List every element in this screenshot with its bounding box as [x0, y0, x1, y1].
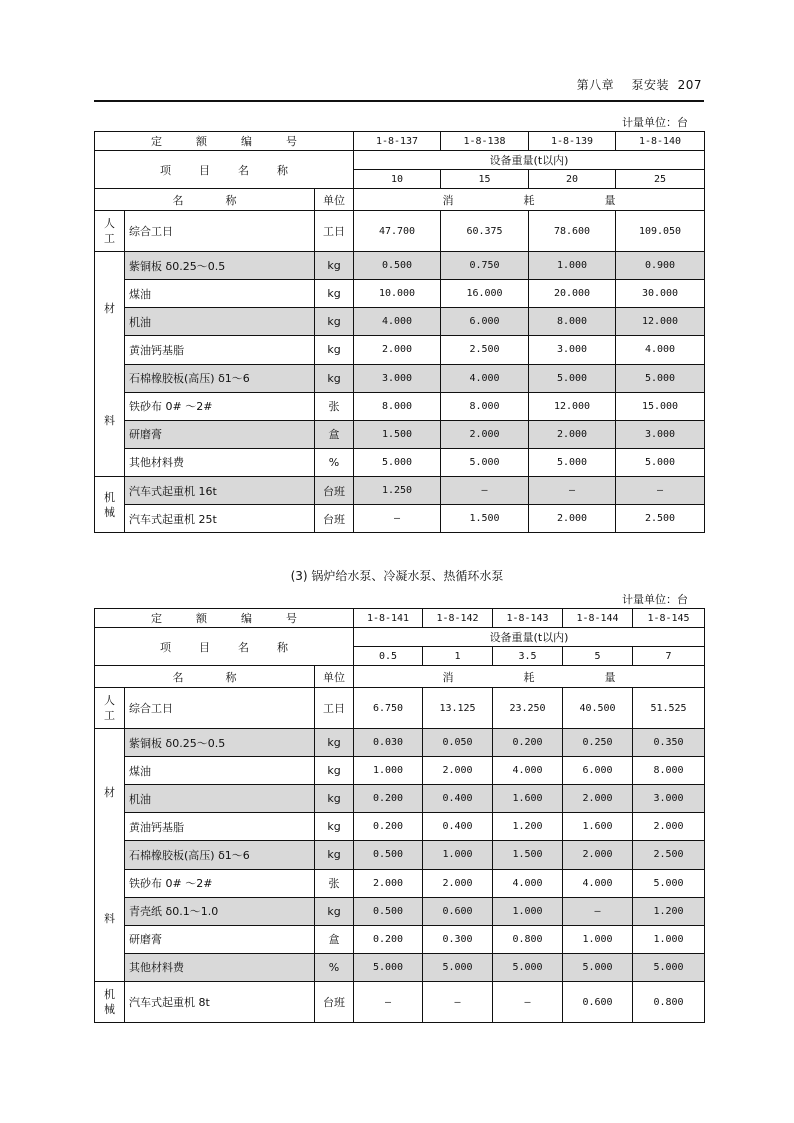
material-unit: kg — [315, 729, 354, 757]
material-value: 0.500 — [354, 841, 423, 869]
label-char: 额 — [196, 612, 207, 625]
material-value: 3.000 — [616, 420, 705, 448]
unit-column-header: 单位 — [315, 189, 354, 211]
machine-value: — — [354, 505, 441, 533]
weight-value: 5 — [563, 647, 633, 666]
material-value: 2.000 — [563, 841, 633, 869]
material-value: 1.200 — [633, 897, 705, 925]
material-value: 4.000 — [493, 757, 563, 785]
label-char: 号 — [286, 135, 297, 148]
material-name: 紫铜板 δ0.25～0.5 — [125, 729, 315, 757]
material-value: 0.400 — [423, 813, 493, 841]
label-char: 量 — [604, 670, 616, 684]
material-value: 1.200 — [493, 813, 563, 841]
material-unit: % — [315, 448, 354, 476]
material-value: 3.000 — [633, 785, 705, 813]
machine-value: — — [616, 477, 705, 505]
quota-table-1 — [94, 131, 705, 533]
table-row — [95, 448, 705, 476]
quota-code-label — [95, 609, 354, 628]
material-name: 研磨膏 — [125, 925, 315, 953]
labor-category — [95, 688, 125, 729]
material-value: 5.000 — [529, 448, 616, 476]
material-value: 4.000 — [616, 336, 705, 364]
material-unit: kg — [315, 757, 354, 785]
material-value: 3.000 — [529, 336, 616, 364]
material-name: 机油 — [125, 785, 315, 813]
material-value: 16.000 — [441, 280, 529, 308]
material-value: 5.000 — [423, 953, 493, 981]
labor-value: 47.700 — [354, 211, 441, 252]
material-unit: 张 — [315, 869, 354, 897]
material-value: 0.200 — [354, 813, 423, 841]
material-value: 0.300 — [423, 925, 493, 953]
header-text — [577, 76, 702, 93]
table-row — [95, 785, 705, 813]
material-value: 30.000 — [616, 280, 705, 308]
table-row — [95, 252, 705, 280]
labor-name: 综合工日 — [125, 211, 315, 252]
labor-value: 51.525 — [633, 688, 705, 729]
table-row — [95, 628, 705, 647]
label-char: 料 — [104, 413, 115, 427]
material-value: 6.000 — [441, 308, 529, 336]
label-char: 项 — [160, 163, 171, 177]
table-row — [95, 869, 705, 897]
table-row — [95, 925, 705, 953]
machinery-category — [95, 477, 125, 533]
unit-column-header: 单位 — [315, 666, 354, 688]
label-char: 工 — [104, 709, 115, 722]
material-name: 研磨膏 — [125, 420, 315, 448]
material-unit: kg — [315, 813, 354, 841]
material-value: 1.000 — [354, 757, 423, 785]
material-value: 2.000 — [633, 813, 705, 841]
material-value: 20.000 — [529, 280, 616, 308]
label-char: 目 — [199, 640, 210, 654]
table1-unit-note: 计量单位：台 — [622, 116, 688, 129]
machine-unit: 台班 — [315, 982, 354, 1023]
label-char: 量 — [604, 193, 616, 207]
label-char: 名 — [238, 640, 249, 654]
material-value: 0.500 — [354, 897, 423, 925]
material-name: 石棉橡胶板(高压) δ1～6 — [125, 841, 315, 869]
consumption-header — [354, 189, 705, 211]
materials-category — [95, 729, 125, 982]
material-value: 2.500 — [441, 336, 529, 364]
machine-name: 汽车式起重机 16t — [125, 477, 315, 505]
material-value: 4.000 — [493, 869, 563, 897]
weight-label: 设备重量(t以内) — [354, 628, 705, 647]
material-name: 青壳纸 δ0.1～1.0 — [125, 897, 315, 925]
table-row — [95, 392, 705, 420]
machinery-category — [95, 982, 125, 1023]
weight-value: 10 — [354, 170, 441, 189]
label-char: 工 — [104, 232, 115, 245]
material-unit: 盒 — [315, 420, 354, 448]
labor-value: 109.050 — [616, 211, 705, 252]
material-value: 3.000 — [354, 364, 441, 392]
material-value: 1.600 — [493, 785, 563, 813]
material-unit: kg — [315, 308, 354, 336]
material-name: 铁砂布 0# ～2# — [125, 392, 315, 420]
material-value: 1.500 — [493, 841, 563, 869]
material-value: 0.250 — [563, 729, 633, 757]
machine-unit: 台班 — [315, 477, 354, 505]
material-value: 2.000 — [423, 869, 493, 897]
material-value: 0.900 — [616, 252, 705, 280]
label-char: 编 — [241, 612, 252, 625]
quota-code-label — [95, 132, 354, 151]
material-value: 0.030 — [354, 729, 423, 757]
material-name: 机油 — [125, 308, 315, 336]
material-value: 4.000 — [441, 364, 529, 392]
material-value: 0.800 — [493, 925, 563, 953]
machine-value: 1.500 — [441, 505, 529, 533]
material-unit: kg — [315, 280, 354, 308]
label-char: 编 — [241, 135, 252, 148]
labor-unit: 工日 — [315, 688, 354, 729]
material-value: 2.500 — [633, 841, 705, 869]
material-value: 0.050 — [423, 729, 493, 757]
label-char: 名 — [238, 163, 249, 177]
quota-code: 1-8-138 — [441, 132, 529, 151]
material-value: 0.350 — [633, 729, 705, 757]
material-value: 8.000 — [354, 392, 441, 420]
label-char: 耗 — [523, 670, 535, 684]
label-char: 消 — [442, 193, 454, 207]
label-char: 械 — [104, 505, 115, 519]
machine-value: 0.800 — [633, 982, 705, 1023]
table-row — [95, 688, 705, 729]
table-row — [95, 308, 705, 336]
name-column-header — [95, 666, 315, 688]
machine-value: 2.500 — [616, 505, 705, 533]
label-char: 材 — [104, 785, 115, 799]
machine-value: 2.000 — [529, 505, 616, 533]
machine-value: 0.600 — [563, 982, 633, 1023]
quota-code: 1-8-142 — [423, 609, 493, 628]
material-value: 0.200 — [354, 925, 423, 953]
label-char: 材 — [104, 301, 115, 315]
label-char: 定 — [151, 135, 162, 148]
material-name: 石棉橡胶板(高压) δ1～6 — [125, 364, 315, 392]
table-row — [95, 364, 705, 392]
material-value: 2.000 — [354, 869, 423, 897]
machine-value: 1.250 — [354, 477, 441, 505]
table-row — [95, 189, 705, 211]
material-value: 2.000 — [563, 785, 633, 813]
material-value: 1.000 — [423, 841, 493, 869]
material-value: 5.000 — [441, 448, 529, 476]
material-unit: 盒 — [315, 925, 354, 953]
weight-value: 20 — [529, 170, 616, 189]
weight-value: 15 — [441, 170, 529, 189]
labor-value: 40.500 — [563, 688, 633, 729]
label-char: 定 — [151, 612, 162, 625]
item-name-label — [95, 151, 354, 189]
labor-category — [95, 211, 125, 252]
labor-unit: 工日 — [315, 211, 354, 252]
quota-code: 1-8-145 — [633, 609, 705, 628]
label-char: 料 — [104, 911, 115, 925]
table-row — [95, 982, 705, 1023]
material-value: 2.000 — [423, 757, 493, 785]
table-row — [95, 132, 705, 151]
material-value: 0.750 — [441, 252, 529, 280]
weight-label: 设备重量(t以内) — [354, 151, 705, 170]
machine-value: — — [529, 477, 616, 505]
material-name: 煤油 — [125, 757, 315, 785]
weight-value: 0.5 — [354, 647, 423, 666]
material-value: 5.000 — [563, 953, 633, 981]
material-unit: 张 — [315, 392, 354, 420]
material-name: 黄油钙基脂 — [125, 813, 315, 841]
label-char: 机 — [104, 988, 115, 1001]
label-char: 号 — [286, 612, 297, 625]
material-value: 5.000 — [529, 364, 616, 392]
material-value: 0.600 — [423, 897, 493, 925]
materials-category — [95, 252, 125, 477]
material-name: 其他材料费 — [125, 953, 315, 981]
material-value: — — [563, 897, 633, 925]
material-value: 5.000 — [354, 448, 441, 476]
weight-value: 7 — [633, 647, 705, 666]
material-value: 2.000 — [354, 336, 441, 364]
table-row — [95, 477, 705, 505]
material-value: 5.000 — [354, 953, 423, 981]
name-column-header — [95, 189, 315, 211]
table-row — [95, 505, 705, 533]
material-unit: kg — [315, 364, 354, 392]
material-value: 5.000 — [616, 448, 705, 476]
material-value: 1.000 — [493, 897, 563, 925]
table-row — [95, 609, 705, 628]
material-value: 4.000 — [354, 308, 441, 336]
machine-value: — — [354, 982, 423, 1023]
material-name: 铁砂布 0# ～2# — [125, 869, 315, 897]
material-value: 2.000 — [441, 420, 529, 448]
material-unit: % — [315, 953, 354, 981]
material-value: 5.000 — [493, 953, 563, 981]
quota-code: 1-8-141 — [354, 609, 423, 628]
section-title: (3) 锅炉给水泵、冷凝水泵、热循环水泵 — [290, 569, 504, 583]
table-row — [95, 666, 705, 688]
quota-code: 1-8-137 — [354, 132, 441, 151]
material-name: 其他材料费 — [125, 448, 315, 476]
quota-code: 1-8-140 — [616, 132, 705, 151]
material-value: 10.000 — [354, 280, 441, 308]
labor-value: 78.600 — [529, 211, 616, 252]
machine-value: — — [493, 982, 563, 1023]
consumption-header — [354, 666, 705, 688]
table-row — [95, 151, 705, 170]
material-value: 8.000 — [441, 392, 529, 420]
table2-unit-note: 计量单位：台 — [622, 593, 688, 606]
quota-table-2 — [94, 608, 705, 1023]
weight-value: 25 — [616, 170, 705, 189]
material-value: 12.000 — [529, 392, 616, 420]
labor-value: 60.375 — [441, 211, 529, 252]
quota-code: 1-8-139 — [529, 132, 616, 151]
material-unit: kg — [315, 336, 354, 364]
label-char: 项 — [160, 640, 171, 654]
label-char: 人 — [104, 217, 115, 230]
label-char: 耗 — [523, 193, 535, 207]
section-label: 泵安装 — [631, 78, 669, 92]
material-value: 6.000 — [563, 757, 633, 785]
label-char: 机 — [104, 490, 115, 504]
material-unit: kg — [315, 785, 354, 813]
material-unit: kg — [315, 897, 354, 925]
label-char: 称 — [277, 163, 288, 177]
machine-value: — — [423, 982, 493, 1023]
table-row — [95, 813, 705, 841]
label-char: 目 — [199, 163, 210, 177]
labor-value: 23.250 — [493, 688, 563, 729]
label-char: 称 — [225, 670, 237, 684]
material-value: 1.500 — [354, 420, 441, 448]
material-value: 0.400 — [423, 785, 493, 813]
item-name-label — [95, 628, 354, 666]
machine-name: 汽车式起重机 8t — [125, 982, 315, 1023]
material-value: 1.000 — [563, 925, 633, 953]
material-value: 5.000 — [633, 869, 705, 897]
quota-code: 1-8-144 — [563, 609, 633, 628]
material-name: 煤油 — [125, 280, 315, 308]
label-char: 名 — [172, 193, 184, 207]
table-row — [95, 280, 705, 308]
material-value: 8.000 — [633, 757, 705, 785]
labor-value: 6.750 — [354, 688, 423, 729]
material-value: 12.000 — [616, 308, 705, 336]
material-value: 1.600 — [563, 813, 633, 841]
table-row — [95, 420, 705, 448]
chapter-label: 第八章 — [576, 78, 615, 92]
page-header — [94, 74, 704, 102]
material-value: 15.000 — [616, 392, 705, 420]
table-row — [95, 211, 705, 252]
labor-name: 综合工日 — [125, 688, 315, 729]
table-row — [95, 897, 705, 925]
label-char: 名 — [172, 670, 184, 684]
machine-name: 汽车式起重机 25t — [125, 505, 315, 533]
page-number: 207 — [677, 78, 702, 92]
label-char: 人 — [104, 694, 115, 707]
material-value: 0.200 — [354, 785, 423, 813]
weight-value: 1 — [423, 647, 493, 666]
label-char: 称 — [225, 193, 237, 207]
material-unit: kg — [315, 252, 354, 280]
material-name: 紫铜板 δ0.25～0.5 — [125, 252, 315, 280]
table-row — [95, 953, 705, 981]
label-char: 消 — [442, 670, 454, 684]
material-value: 1.000 — [529, 252, 616, 280]
material-value: 5.000 — [616, 364, 705, 392]
label-char: 称 — [277, 640, 288, 654]
material-value: 0.200 — [493, 729, 563, 757]
material-value: 0.500 — [354, 252, 441, 280]
material-value: 8.000 — [529, 308, 616, 336]
material-value: 4.000 — [563, 869, 633, 897]
table-row — [95, 729, 705, 757]
table-row — [95, 757, 705, 785]
material-unit: kg — [315, 841, 354, 869]
machine-value: — — [441, 477, 529, 505]
table-row — [95, 336, 705, 364]
quota-code: 1-8-143 — [493, 609, 563, 628]
table-row — [95, 841, 705, 869]
label-char: 械 — [104, 1003, 115, 1016]
material-name: 黄油钙基脂 — [125, 336, 315, 364]
labor-value: 13.125 — [423, 688, 493, 729]
material-value: 2.000 — [529, 420, 616, 448]
weight-value: 3.5 — [493, 647, 563, 666]
machine-unit: 台班 — [315, 505, 354, 533]
material-value: 1.000 — [633, 925, 705, 953]
label-char: 额 — [196, 135, 207, 148]
material-value: 5.000 — [633, 953, 705, 981]
